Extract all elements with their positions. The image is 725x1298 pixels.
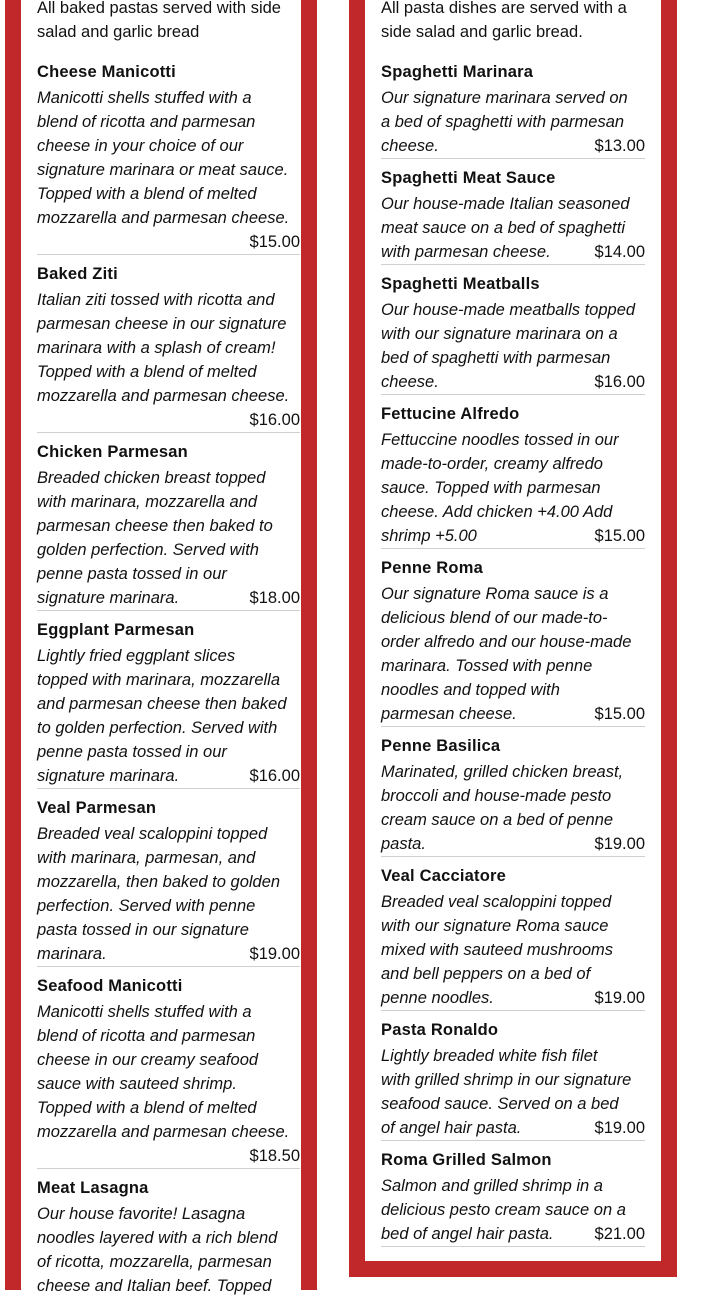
menu-item-price: $14.00 (594, 243, 645, 261)
menu-item-name: Veal Parmesan (37, 799, 157, 817)
menu-item-name: Eggplant Parmesan (37, 621, 195, 639)
item-divider (381, 726, 645, 727)
menu-item-price: $15.00 (249, 233, 300, 251)
menu-item-description: Lightly fried eggplant slices topped with marinara, mozzarella and parmesan cheese then baked to golden perfection. Served with penne pasta tossed in our signature marinara. $16.00 (37, 644, 300, 788)
baked-pastas-panel (5, 0, 317, 1295)
menu-item-price: $16.00 (249, 411, 300, 429)
item-divider (37, 788, 300, 789)
menu-item-price: $15.00 (594, 527, 645, 545)
item-divider (37, 966, 300, 967)
menu-item (37, 62, 300, 255)
menu-item-name: Baked Ziti (37, 265, 118, 283)
menu-item-name: Cheese Manicotti (37, 63, 176, 81)
item-divider (37, 610, 300, 611)
menu-item-price: $21.00 (594, 1225, 645, 1243)
menu-item-price: $19.00 (249, 945, 300, 963)
menu-item-name: Pasta Ronaldo (381, 1021, 499, 1039)
item-divider (381, 856, 645, 857)
item-divider (381, 158, 645, 159)
menu-item-name: Spaghetti Marinara (381, 63, 534, 81)
menu-item (381, 1150, 645, 1247)
menu-item-name: Meat Lasagna (37, 1179, 149, 1197)
menu-item (381, 1020, 645, 1141)
menu-item-price: $19.00 (594, 989, 645, 1007)
item-divider (381, 1010, 645, 1011)
menu-item (381, 274, 645, 395)
menu-item (381, 404, 645, 549)
menu-item-price: $16.00 (594, 373, 645, 391)
menu-item-description: Lightly breaded white fish filet with grilled shrimp in our signature seafood sauce. Served on a bed of angel hair pasta. $19.00 (381, 1044, 645, 1140)
menu-item (37, 1178, 300, 1298)
menu-item-description: Our house-made Italian seasoned meat sauce on a bed of spaghetti with parmesan cheese. $14.00 (381, 192, 645, 264)
item-divider (37, 254, 300, 255)
menu-item-name: Penne Basilica (381, 737, 501, 755)
menu-item-name: Spaghetti Meatballs (381, 275, 540, 293)
menu-item (37, 620, 300, 789)
menu-item-description: Our house favorite! Lasagna noodles layered with a rich blend of ricotta, mozzarella, parmesan cheese and Italian beef. Topped (37, 1205, 278, 1295)
item-divider (381, 394, 645, 395)
menu-item-description: Manicotti shells stuffed with a blend of ricotta and parmesan cheese in our creamy seafood sauce with sauteed shrimp. Topped with a blend of melted mozzarella and parmesan cheese. (37, 1003, 290, 1141)
menu-item-description: Our signature Roma sauce is a delicious blend of our made-to- order alfredo and our house-made marinara. Tossed with penne noodles and topped with parmesan cheese. $15.00 (381, 582, 645, 726)
menu-item-price: $18.00 (249, 589, 300, 607)
menu-item-description: Manicotti shells stuffed with a blend of ricotta and parmesan cheese in your choice of our signature marinara or meat sauce. Topped with a blend of melted mozzarella and parmesan cheese. (37, 89, 290, 227)
menu-item-description: Our signature marinara served on a bed of spaghetti with parmesan cheese. $13.00 (381, 86, 645, 158)
menu-item-description: Marinated, grilled chicken breast, broccoli and house-made pesto cream sauce on a bed of penne pasta. $19.00 (381, 760, 645, 856)
item-divider (37, 1168, 300, 1169)
menu-item-price: $19.00 (594, 835, 645, 853)
menu-item (381, 168, 645, 265)
menu-item-name: Veal Cacciatore (381, 867, 506, 885)
item-divider (381, 264, 645, 265)
menu-item-description: Breaded veal scaloppini topped with marinara, parmesan, and mozzarella, then baked to golden perfection. Served with penne pasta tossed in our signature marinara. $19.00 (37, 822, 300, 966)
menu-item-name: Chicken Parmesan (37, 443, 188, 461)
menu-item-description: Breaded chicken breast topped with marinara, mozzarella and parmesan cheese then baked to golden perfection. Served with penne pasta tossed in our signature marinara. $18.00 (37, 466, 300, 610)
item-divider (381, 1246, 645, 1247)
menu-item (381, 558, 645, 727)
menu-item-price: $19.00 (594, 1119, 645, 1137)
menu-item (37, 264, 300, 433)
menu-item-price: $16.00 (249, 767, 300, 785)
menu-item-name: Spaghetti Meat Sauce (381, 169, 556, 187)
menu-item (381, 62, 645, 159)
menu-item-description: Fettuccine noodles tossed in our made-to-order, creamy alfredo sauce. Topped with parmesan cheese. Add chicken +4.00 Add shrimp +5.00 $15.00 (381, 428, 645, 548)
item-divider (381, 1140, 645, 1141)
menu-item (37, 442, 300, 611)
baked-pastas-intro: All baked pastas served with side salad and garlic bread (37, 0, 281, 41)
menu-item-description: Italian ziti tossed with ricotta and parmesan cheese in our signature marinara with a splash of cream! Topped with a blend of melted mozzarella and parmesan cheese. (37, 291, 290, 405)
menu-item-description: Breaded veal scaloppini topped with our signature Roma sauce mixed with sauteed mushrooms and bell peppers on a bed of penne noodles. $19.00 (381, 890, 645, 1010)
menu-item-description: Our house-made meatballs topped with our signature marinara on a bed of spaghetti with parmesan cheese. $16.00 (381, 298, 645, 394)
item-divider (37, 432, 300, 433)
menu-item-price: $18.50 (249, 1147, 300, 1165)
menu-item-name: Penne Roma (381, 559, 483, 577)
menu-item (37, 798, 300, 967)
pasta-dishes-intro: All pasta dishes are served with a side salad and garlic bread. (381, 0, 627, 41)
menu-item-description: Salmon and grilled shrimp in a delicious pesto cream sauce on a bed of angel hair pasta. $21.00 (381, 1174, 645, 1246)
menu-item (381, 736, 645, 857)
menu-item-price: $15.00 (594, 705, 645, 723)
menu-item-name: Roma Grilled Salmon (381, 1151, 552, 1169)
item-divider (381, 548, 645, 549)
menu-item-price: $13.00 (594, 137, 645, 155)
menu-item (381, 866, 645, 1011)
menu-item-name: Seafood Manicotti (37, 977, 183, 995)
pasta-dishes-panel (349, 0, 677, 1277)
menu-item (37, 976, 300, 1169)
menu-item-name: Fettucine Alfredo (381, 405, 520, 423)
